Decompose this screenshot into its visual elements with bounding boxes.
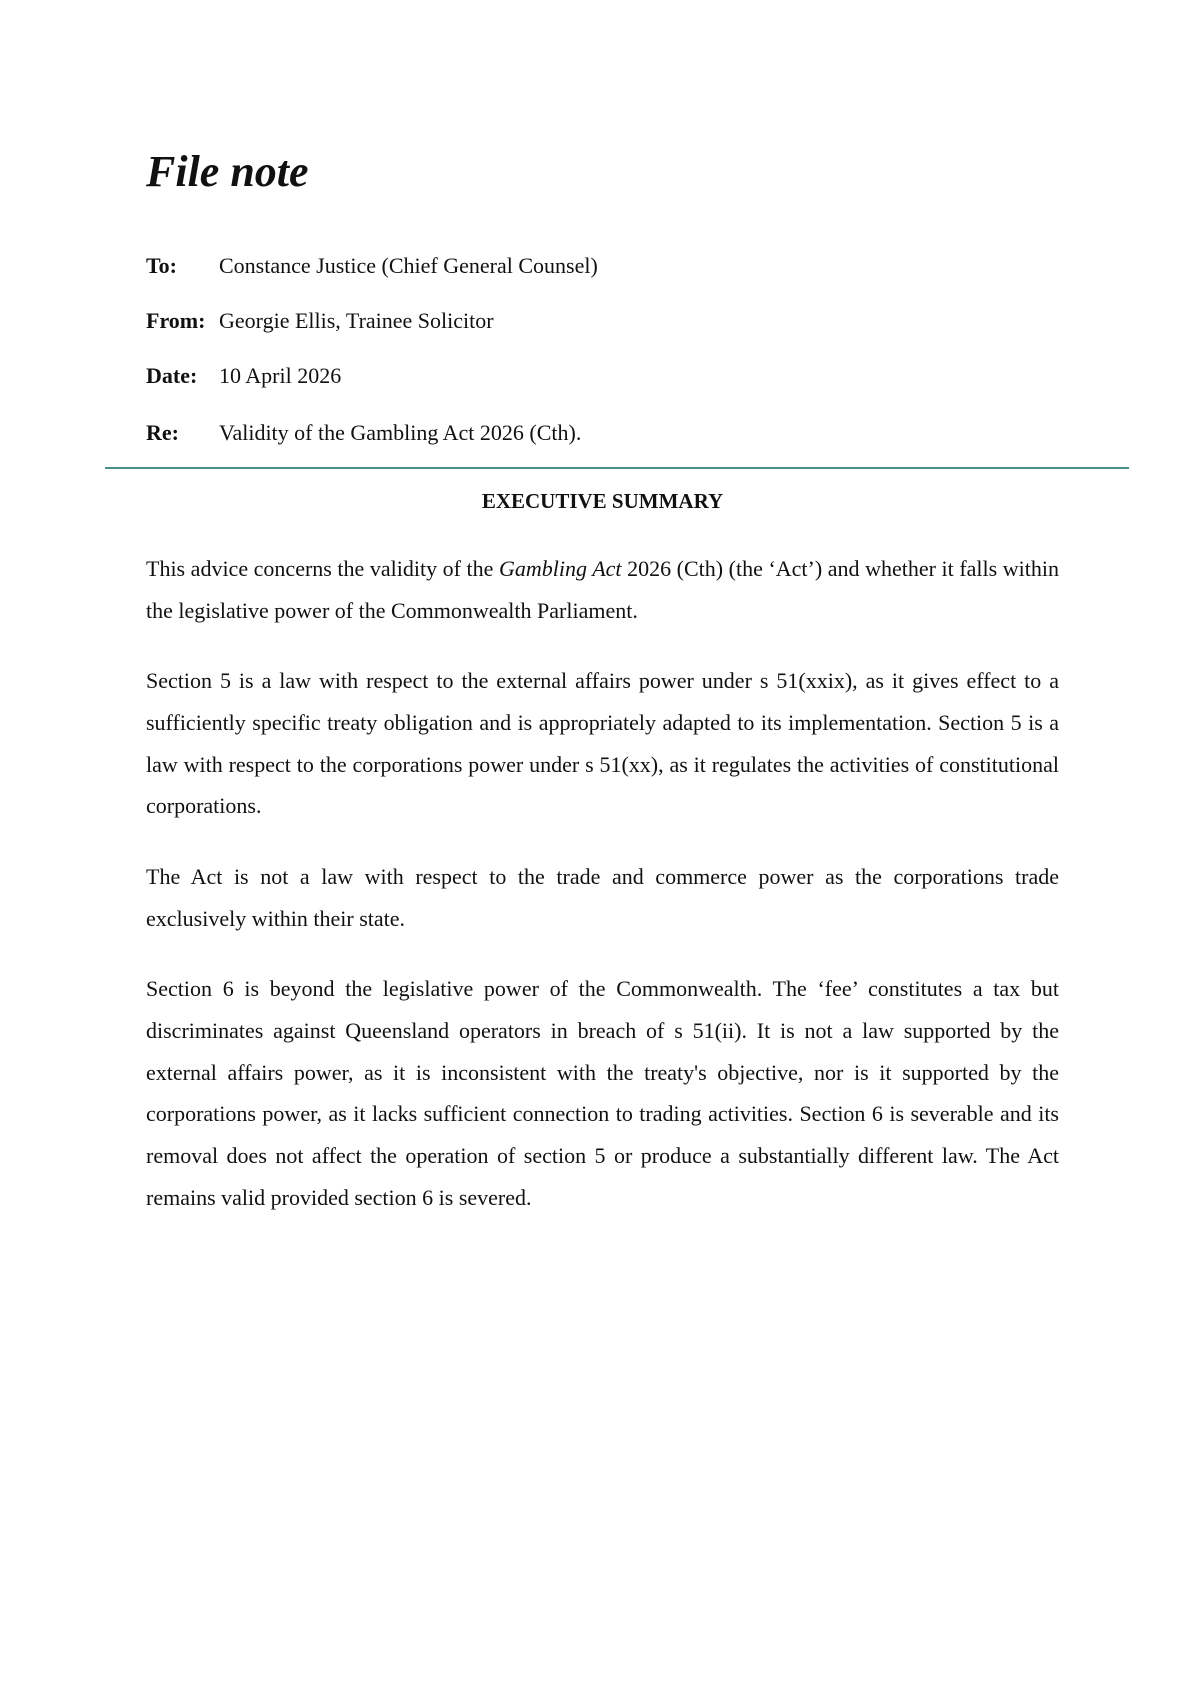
executive-summary-heading: EXECUTIVE SUMMARY (481, 489, 724, 513)
from-row (146, 306, 494, 336)
summary-paragraph-2: Section 5 is a law with respect to the external affairs power under s 51(xxix), as it gives effect to a sufficiently specific treaty obligation and is appropriately adapted to its implementation. Section 5 is a law with respect to the corporations power under s 51(xx), as it regulates the activities of constitutional corporations. (146, 668, 1059, 819)
summary-paragraph-3: The Act is not a law with respect to the trade and commerce power as the corporations trade exclusively within their state. (146, 864, 1059, 931)
to-label: To: (146, 253, 177, 278)
p1-text-start: This advice concerns the validity of the (146, 556, 500, 581)
summary-paragraph-1 (146, 548, 1059, 632)
to-value: Constance Justice (Chief General Counsel) (219, 253, 598, 278)
date-row (146, 361, 341, 391)
re-row (146, 418, 581, 448)
re-label: Re: (146, 420, 179, 445)
to-row (146, 251, 598, 281)
from-label: From: (146, 308, 206, 333)
date-value: 10 April 2026 (219, 363, 342, 388)
document-title: File note (146, 147, 309, 196)
from-value: Georgie Ellis, Trainee Solicitor (219, 308, 494, 333)
p1-act-name: Gambling Act (499, 556, 622, 581)
header-divider (105, 467, 1129, 469)
re-value: Validity of the Gambling Act 2026 (Cth). (219, 420, 582, 445)
summary-paragraph-4: Section 6 is beyond the legislative power of the Commonwealth. The ‘fee’ constitutes a tax but discriminates against Queensland operators in breach of s 51(ii). It is not a law supported by the external affairs power, as it is inconsistent with the treaty's objective, nor is it supported by the corporations power, as it lacks sufficient connection to trading activities. Section 6 is severable and its removal does not affect the operation of section 5 or produce a substantially different law. The Act remains valid provided section 6 is severed. (146, 976, 1059, 1210)
p1-text-end: 2026 (Cth) (the ‘Act’) and whether it falls within the legislative power of the Commonwealth Parliament. (146, 556, 1060, 623)
date-label: Date: (146, 363, 198, 388)
